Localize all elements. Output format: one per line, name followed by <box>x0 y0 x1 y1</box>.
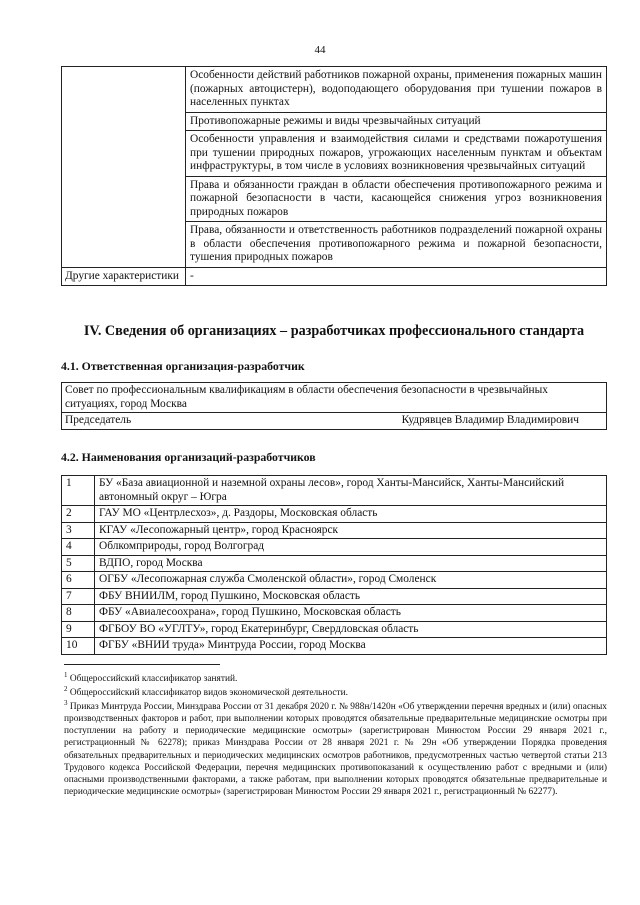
knowledge-item: Права и обязанности граждан в области обеспечения противопожарного режима и пожарной безопасности в части, касающейся снижения угроз возникновения природных пожаров <box>186 176 607 222</box>
table-row <box>62 413 607 430</box>
other-characteristics-label: Другие характеристики <box>62 267 186 286</box>
section-title: IV. Сведения об организациях – разработчиках профессионального стандарта <box>83 323 585 339</box>
org-name: КГАУ «Лесопожарный центр», город Красноярск <box>95 522 607 539</box>
footnote-text: Общероссийский классификатор занятий. <box>69 674 238 684</box>
row-label-cell <box>62 67 186 268</box>
org-name: ГАУ МО «Центрлесхоз», д. Раздоры, Московская область <box>95 506 607 523</box>
table-row <box>62 267 607 286</box>
other-characteristics-value: - <box>186 267 607 286</box>
row-number: 8 <box>62 605 95 622</box>
row-number: 6 <box>62 572 95 589</box>
org-name: Облкомприроды, город Волгоград <box>95 539 607 556</box>
table-row <box>62 621 607 638</box>
footnotes <box>64 670 607 800</box>
table-row <box>62 383 607 413</box>
chairman-cell <box>62 413 607 430</box>
footnote <box>64 684 607 699</box>
footnote <box>64 670 607 685</box>
developers-heading: 4.2. Наименования организаций-разработчиков <box>61 450 316 464</box>
row-number: 5 <box>62 555 95 572</box>
org-name: ФГБУ «ВНИИ труда» Минтруда России, город Москва <box>95 638 607 655</box>
row-number: 3 <box>62 522 95 539</box>
table-row <box>62 476 607 506</box>
knowledge-item: Особенности управления и взаимодействия силами и средствами пожаротушения при тушении природных пожаров, угрожающих населенным пунктам и объектам инфраструктуры, в том числе в условиях возникновения чрезвычайных ситуаций <box>186 131 607 177</box>
org-name: ФБУ ВНИИЛМ, город Пушкино, Московская область <box>95 588 607 605</box>
table-row <box>62 605 607 622</box>
responsible-org-name: Совет по профессиональным квалификациям в области обеспечения безопасности в чрезвычайных ситуациях, город Москва <box>62 383 607 413</box>
footnote-mark: 3 <box>64 699 68 708</box>
org-name: ОГБУ «Лесопожарная служба Смоленской области», город Смоленск <box>95 572 607 589</box>
table-row <box>62 522 607 539</box>
table-row <box>62 638 607 655</box>
knowledge-item: Противопожарные режимы и виды чрезвычайных ситуаций <box>186 112 607 131</box>
table-row <box>62 588 607 605</box>
table-row <box>62 572 607 589</box>
chairman-position: Председатель <box>65 414 132 426</box>
org-name: ВДПО, город Москва <box>95 555 607 572</box>
knowledge-table <box>61 66 607 286</box>
row-number: 9 <box>62 621 95 638</box>
org-name: ФБУ «Авиалесоохрана», город Пушкино, Московская область <box>95 605 607 622</box>
knowledge-item: Особенности действий работников пожарной охраны, применения пожарных машин (пожарных автоцистерн), водоподающего оборудования при тушении пожаров в населенных пунктах <box>186 67 607 113</box>
org-name: ФГБОУ ВО «УГЛТУ», город Екатеринбург, Свердловская область <box>95 621 607 638</box>
footnote-mark: 2 <box>64 684 68 693</box>
row-number: 7 <box>62 588 95 605</box>
page-number: 44 <box>314 44 326 56</box>
responsible-org-table <box>61 382 607 430</box>
chairman-name: Кудрявцев Владимир Владимирович <box>401 414 579 426</box>
row-number: 2 <box>62 506 95 523</box>
table-row <box>62 67 607 113</box>
row-number: 4 <box>62 539 95 556</box>
org-name: БУ «База авиационной и наземной охраны лесов», город Ханты-Мансийск, Ханты-Мансийский автономный округ – Югра <box>95 476 607 506</box>
footnote-text: Общероссийский классификатор видов экономической деятельности. <box>69 688 349 699</box>
table-row <box>62 555 607 572</box>
table-row <box>62 506 607 523</box>
row-number: 10 <box>62 638 95 655</box>
table-row <box>62 539 607 556</box>
footnote-divider <box>64 664 220 665</box>
footnote-text: Приказ Минтруда России, Минздрава России от 31 декабря 2020 г. № 988н/1420н «Об утверждении перечня вредных и (или) опасных производственных факторов и работ, при выполнении которых проводятся обязательные предварительные медицинские осмотры при поступлении на работу и периодические медицинские осмотры» (зарегистрирован Минюстом России 29 января 2021 г., регистрационный № 62278); приказ Минздрава России от 28 января 2021 г. № 29н «Об утверждении Порядка проведения обязательных предварительных и периодических медицинских осмотров работников, предусмотренных частью четвертой статьи 213 Трудового кодекса Российской Федерации, перечня медицинских противопоказаний к осуществлению работ с вредными и (или) опасными производственными факторами, а также работам, при выполнении которых проводятся обязательные предварительные и периодические медицинские осмотры» (зарегистрирован Минюстом России 29 января 2021 г., регистрационный № 62277). <box>64 702 607 797</box>
developers-table <box>61 475 607 655</box>
knowledge-item: Права, обязанности и ответственность работников подразделений пожарной охраны в области обеспечения противопожарного режима и пожарной безопасности, тушения природных пожаров <box>186 222 607 268</box>
footnote-mark: 1 <box>64 670 68 679</box>
footnote <box>64 701 607 798</box>
row-number: 1 <box>62 476 95 506</box>
responsible-heading: 4.1. Ответственная организация-разработчик <box>61 359 305 373</box>
